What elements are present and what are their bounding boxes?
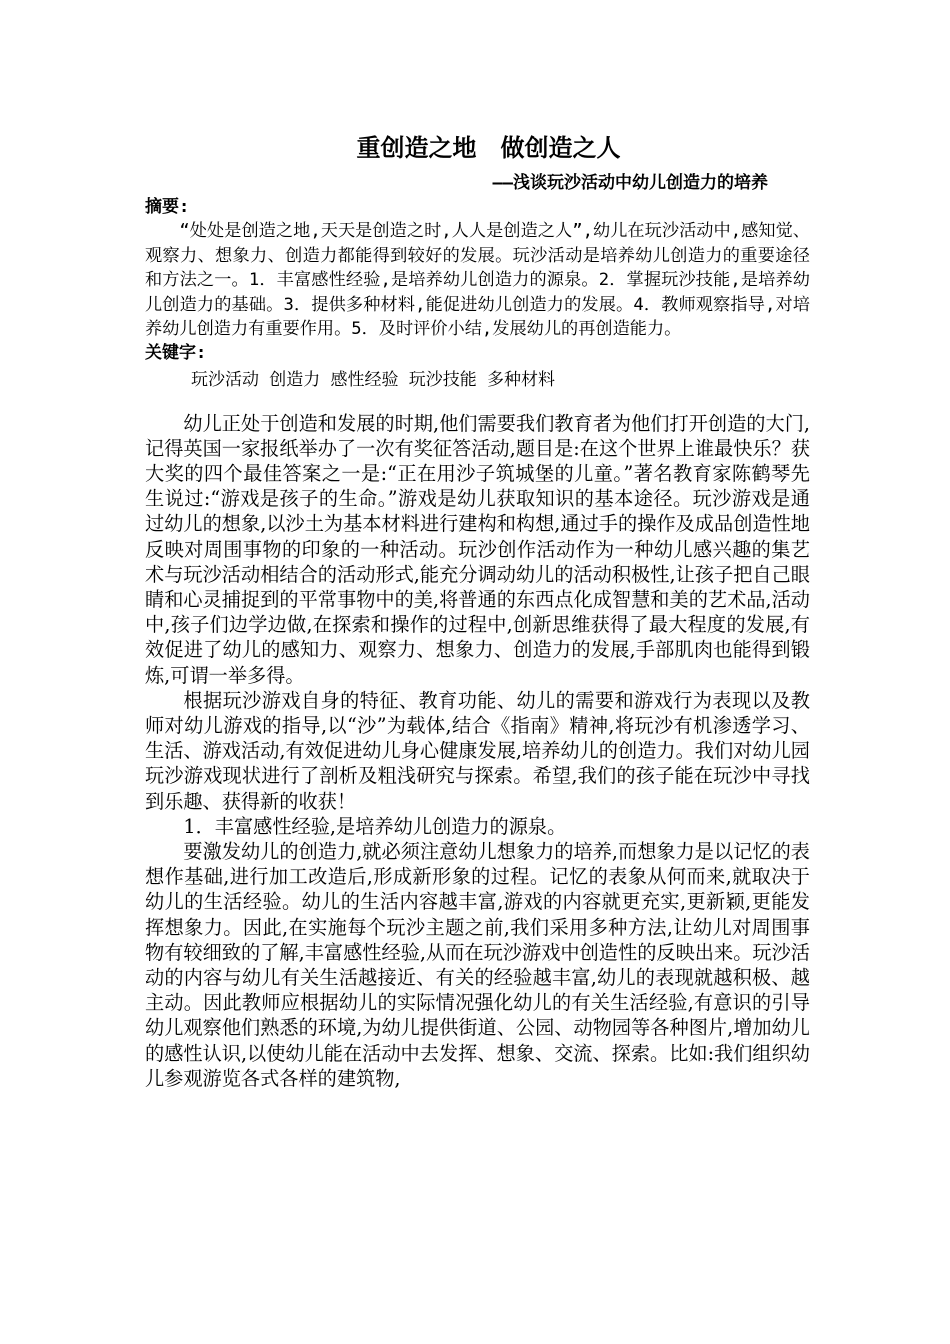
abstract-label: 摘要: bbox=[145, 197, 190, 217]
document-page bbox=[145, 128, 810, 1091]
document-subtitle: ——浅谈玩沙活动中幼儿创造力的培养 bbox=[492, 173, 768, 193]
abstract-text: “处处是创造之地,天天是创造之时,人人是创造之人”,幼儿在玩沙活动中,感知觉、观察力、想象力、创造力都能得到较好的发展。玩沙活动是培养幼儿创造力的重要途径和方法之一。1．丰富感性经验,是培养幼儿创造力的源泉。2．掌握玩沙技能,是培养幼儿创造力的基础。3．提供多种材料,能促进幼儿创造力的发展。4．教师观察指导,对培养幼儿创造力有重要作用。5．及时评价小结,发展幼儿的再创造能力。 bbox=[145, 221, 810, 339]
keywords-label: 关键字: bbox=[145, 342, 207, 363]
body-paragraph: 要激发幼儿的创造力,就必须注意幼儿想象力的培养,而想象力是以记忆的表想作基础,进行加工改造后,形成新形象的过程。记忆的表象从何而来,就取决于幼儿的生活经验。幼儿的生活内容越丰富,游戏的内容就更充实,更新颖,更能发挥想象力。因此,在实施每个玩沙主题之前,我们采用多种方法,让幼儿对周围事物有较细致的了解,丰富感性经验,从而在玩沙游戏中创造性的反映出来。玩沙活动的内容与幼儿有关生活越接近、有关的经验越丰富,幼儿的表现就越积极、越主动。因此教师应根据幼儿的实际情况强化幼儿的有关生活经验,有意识的引导幼儿观察他们熟悉的环境,为幼儿提供街道、公园、动物园等各种图片,增加幼儿的感性认识,以使幼儿能在活动中去发挥、想象、交流、探索。比如:我们组织幼儿参观游览各式各样的建筑物, bbox=[145, 839, 810, 1090]
body-paragraph: 幼儿正处于创造和发展的时期,他们需要我们教育者为他们打开创造的大门,记得英国一家报纸举办了一次有奖征答活动,题目是:在这个世界上谁最快乐？获大奖的四个最佳答案之一是:“正在用沙子筑城堡的儿童。”著名教育家陈鹤琴先生说过:“游戏是孩子的生命。”游戏是幼儿获取知识的基本途径。玩沙游戏是通过幼儿的想象,以沙土为基本材料进行建构和构想,通过手的操作及成品创造性地反映对周围事物的印象的一种活动。玩沙创作活动作为一种幼儿感兴趣的集艺术与玩沙活动相结合的活动形式,能充分调动幼儿的活动积极性,让孩子把自己眼睛和心灵捕捉到的平常事物中的美,将普通的东西点化成智慧和美的艺术品,活动中,孩子们边学边做,在探索和操作的过程中,创新思维获得了最大程度的发展,有效促进了幼儿的感知力、观察力、想象力、创造力的发展,手部肌肉也能得到锻炼,可谓一举多得。 bbox=[145, 411, 810, 687]
keywords-text: 玩沙活动 创造力 感性经验 玩沙技能 多种材料 bbox=[191, 369, 555, 390]
body-paragraph: 根据玩沙游戏自身的特征、教育功能、幼儿的需要和游戏行为表现以及教师对幼儿游戏的指导,以“沙”为载体,结合《指南》精神,将玩沙有机渗透学习、生活、游戏活动,有效促进幼儿身心健康发展,培养幼儿的创造力。我们对幼儿园玩沙游戏现状进行了剖析及粗浅研究与探索。希望,我们的孩子能在玩沙中寻找到乐趣、获得新的收获！ bbox=[145, 688, 810, 813]
document-title: 重创造之地 做创造之人 bbox=[356, 134, 621, 162]
section-heading: 1．丰富感性经验,是培养幼儿创造力的源泉。 bbox=[183, 814, 567, 838]
